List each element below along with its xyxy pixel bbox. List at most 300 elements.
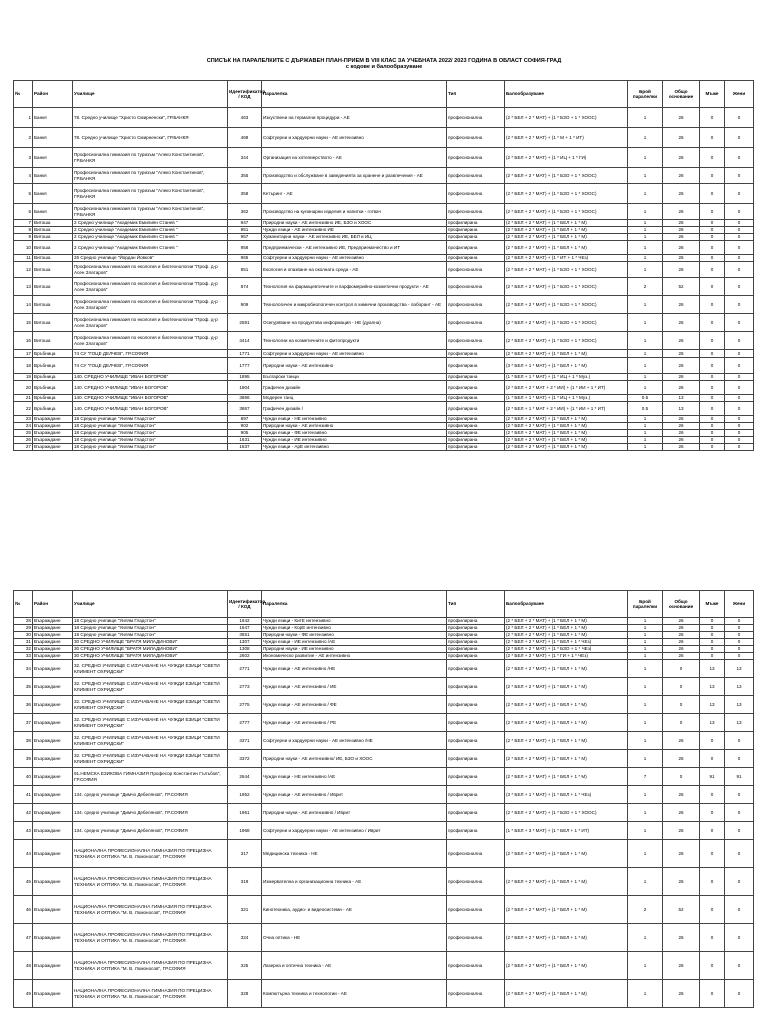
cell-female: 0 [725, 786, 754, 804]
cell-type: професионална [447, 332, 505, 350]
cell-type: професионална [447, 184, 505, 204]
cell-num: 36 [14, 696, 33, 714]
cell-classes: 0.5 [628, 402, 663, 416]
cell-profile: Чужди езици - ИЕ интензивно /АЕ [262, 639, 447, 646]
cell-code: 355 [228, 168, 262, 184]
cell-total: 26 [663, 868, 700, 896]
cell-profile: Лазерна и оптична техника - АЕ [262, 952, 447, 980]
cell-total: 26 [663, 358, 700, 374]
cell-code: 319 [228, 868, 262, 896]
cell-formula: (2 * БЕЛ + 2 * МАТ) + (1 * БЕЛ + 1 * М) [505, 241, 628, 255]
cell-profile: Чужди езици - КорЕ интензивно [262, 625, 447, 632]
cell-classes: 2 [628, 896, 663, 924]
cell-formula: (2 * БЕЛ + 2 * МАТ) + (1 * БЕЛ + 1 * М) [505, 416, 628, 423]
cell-num: 4 [14, 168, 33, 184]
cell-school: 18 Средно училище "Уилям Гладстон" [73, 416, 228, 423]
cell-formula: (2 * БЕЛ + 2 * МАТ) + (1 * БЕЛ + 1 * М) [505, 220, 628, 227]
cell-type: профилирана [447, 220, 505, 227]
table-row [14, 350, 754, 358]
table-row [14, 227, 754, 234]
cell-num: 39 [14, 750, 33, 768]
cell-classes: 2 [628, 278, 663, 296]
cell-female: 0 [725, 220, 754, 227]
cell-total: 26 [663, 980, 700, 1008]
cell-num: 49 [14, 980, 33, 1008]
cell-district: Възраждане [33, 952, 73, 980]
cell-formula: (2 * БЕЛ + 2 * МАТ) + (1 * БЕЛ + 1 * М) [505, 444, 628, 451]
cell-num: 43 [14, 822, 33, 840]
cell-profile: Софтуерни и хардуерни науки - АЕ интензивно [262, 350, 447, 358]
header-total: Общо основание [663, 81, 700, 108]
cell-total: 26 [663, 750, 700, 768]
cell-female: 0 [725, 402, 754, 416]
cell-district: Витоша [33, 314, 73, 332]
header-type: Тип [447, 591, 505, 618]
cell-code: 851 [228, 262, 262, 278]
cell-profile: Хуманитарни науки - АЕ интензивно ИЕ, БЕЛ и ИЦ [262, 234, 447, 241]
cell-profile: Природни науки - АЕ интензивно ИЕ, БЗО и ХООС [262, 220, 447, 227]
cell-formula: (2 * БЕЛ + 2 * МАТ + 2 * ИИ) + (1 * ИИ + 1 * ИТ) [505, 381, 628, 395]
cell-formula: (2 * БЕЛ + 2 * МАТ) + (1 * БЕЛ + 1 * М) [505, 952, 628, 980]
cell-male: 0 [700, 924, 725, 952]
cell-total: 26 [663, 262, 700, 278]
cell-school: Професионална гимназия по туризъм "Алеко Константинов", ГР.БАНКЯ [73, 148, 228, 168]
cell-female: 0 [725, 296, 754, 314]
cell-district: Възраждане [33, 632, 73, 639]
table-row [14, 402, 754, 416]
cell-district: Възраждане [33, 804, 73, 822]
cell-profile: Производство на кулинарни изделия и напитки - готвач [262, 204, 447, 220]
cell-classes: 1 [628, 430, 663, 437]
cell-male: 0 [700, 350, 725, 358]
cell-school: 18 Средно училище "Уилям Гладстон" [73, 625, 228, 632]
cell-classes: 1 [628, 660, 663, 678]
cell-type: профилирана [447, 804, 505, 822]
cell-total: 26 [663, 924, 700, 952]
cell-school: 2 Средно училище "Академик Емилиян Станев " [73, 234, 228, 241]
table-row [14, 220, 754, 227]
cell-classes: 1 [628, 444, 663, 451]
cell-classes: 1 [628, 732, 663, 750]
cell-type: профилирана [447, 350, 505, 358]
cell-num: 48 [14, 952, 33, 980]
cell-type: професионална [447, 168, 505, 184]
cell-school: 30 СРЕДНО УЧИЛИЩЕ "БРАТЯ МИЛАДИНОВИ" [73, 653, 228, 660]
cell-female: 0 [725, 632, 754, 639]
cell-num: 21 [14, 395, 33, 402]
cell-classes: 1 [628, 625, 663, 632]
cell-code: 321 [228, 896, 262, 924]
cell-total: 26 [663, 840, 700, 868]
header-num: № [14, 81, 33, 108]
cell-male: 0 [700, 786, 725, 804]
cell-code: 358 [228, 184, 262, 204]
cell-type: професионална [447, 896, 505, 924]
cell-female: 0 [725, 332, 754, 350]
cell-num: 37 [14, 714, 33, 732]
cell-type: профилирана [447, 646, 505, 653]
table-row [14, 732, 754, 750]
cell-total: 26 [663, 128, 700, 148]
cell-code: 325 [228, 952, 262, 980]
table-row [14, 653, 754, 660]
cell-male: 0 [700, 804, 725, 822]
table-row [14, 750, 754, 768]
cell-formula: (2 * БЕЛ + 2 * МАТ) + (1 * БЕЛ + 1 * М) [505, 868, 628, 896]
cell-male: 13 [700, 660, 725, 678]
cell-school: 32. СРЕДНО УЧИЛИЩЕ С ИЗУЧАВАНЕ НА ЧУЖДИ ЕЗИЦИ "СВЕТИ КЛИМЕНТ ОХРИДСКИ" [73, 732, 228, 750]
cell-type: профилирана [447, 696, 505, 714]
table-row [14, 128, 754, 148]
cell-male: 0 [700, 241, 725, 255]
cell-profile: Чужди езици - ФЕ интензивно [262, 430, 447, 437]
cell-formula: (2 * БЕЛ + 2 * МАТ) + (1 * БЕЛ + 1 * М) [505, 768, 628, 786]
cell-male: 0 [700, 896, 725, 924]
cell-school: 74 СУ "ГОЦЕ ДЕЛЧЕВ", ГР.СОФИЯ [73, 358, 228, 374]
cell-male: 0 [700, 234, 725, 241]
cell-code: 947 [228, 220, 262, 227]
cell-num: 22 [14, 402, 33, 416]
cell-male: 0 [700, 358, 725, 374]
cell-female: 13 [725, 660, 754, 678]
cell-total: 0 [663, 696, 700, 714]
cell-female: 0 [725, 639, 754, 646]
cell-type: професионална [447, 204, 505, 220]
table-row [14, 255, 754, 262]
cell-total: 26 [663, 646, 700, 653]
cell-total: 26 [663, 423, 700, 430]
cell-code: 1631 [228, 437, 262, 444]
cell-type: професионална [447, 262, 505, 278]
cell-district: Витоша [33, 262, 73, 278]
table-row [14, 358, 754, 374]
cell-formula: (1 * БЕЛ + 3 * МАТ) + (1 * БЕЛ + 1 * ИТ) [505, 822, 628, 840]
cell-formula: (2 * БЕЛ + 2 * МАТ) + (1 * БЕЛ + 1 * М) [505, 896, 628, 924]
cell-male: 0 [700, 374, 725, 381]
table-row [14, 804, 754, 822]
cell-district: Витоша [33, 220, 73, 227]
cell-num: 9 [14, 234, 33, 241]
cell-school: Професионална гимназия по екология и биотехнологии "Проф. д-р Асен Златаров" [73, 278, 228, 296]
cell-female: 0 [725, 350, 754, 358]
header-school: Училище [73, 591, 228, 618]
cell-male: 0 [700, 416, 725, 423]
cell-profile: Графичен дизайн [262, 381, 447, 395]
cell-profile: Чужди езици - АЕ интензивно / ФЕ [262, 696, 447, 714]
cell-female: 0 [725, 168, 754, 184]
cell-male: 0 [700, 653, 725, 660]
cell-profile: Природни науки - АЕ интензивно [262, 358, 447, 374]
header-formula: Балообразуване [505, 81, 628, 108]
cell-num: 23 [14, 416, 33, 423]
cell-formula: (2 * БЕЛ + 2 * МАТ) + (1 * БЗО + 1 * ХООС) [505, 278, 628, 296]
table-row [14, 980, 754, 1008]
cell-profile: Чужди езици - АЕ интензивно ИЕ [262, 227, 447, 234]
cell-type: профилирана [447, 381, 505, 395]
cell-total: 26 [663, 653, 700, 660]
cell-formula: (2 * БЕЛ + 2 * МАТ) + (1 * БЗО + 1 * ХООС) [505, 296, 628, 314]
cell-profile: Очна оптика - НЕ [262, 924, 447, 952]
cell-female: 0 [725, 128, 754, 148]
cell-code: 1904 [228, 381, 262, 395]
cell-classes: 1 [628, 632, 663, 639]
cell-code: 3414 [228, 332, 262, 350]
cell-type: профилирана [447, 625, 505, 632]
cell-school: 140. СРЕДНО УЧИЛИЩЕ "ИВАН БОГОРОВ" [73, 395, 228, 402]
cell-formula: (2 * БЕЛ + 2 * МАТ) + (1 * БЕЛ + 1 * М) [505, 625, 628, 632]
cell-formula: (2 * БЕЛ + 2 * МАТ) + (1 * БЗО + 1 * ХООС) [505, 168, 628, 184]
cell-classes: 1 [628, 350, 663, 358]
cell-total: 26 [663, 148, 700, 168]
cell-male: 0 [700, 168, 725, 184]
cell-district: Връбница [33, 402, 73, 416]
cell-classes: 1 [628, 168, 663, 184]
cell-female: 0 [725, 262, 754, 278]
cell-female: 0 [725, 430, 754, 437]
cell-male: 0 [700, 632, 725, 639]
cell-num: 19 [14, 374, 33, 381]
cell-total: 26 [663, 437, 700, 444]
cell-female: 0 [725, 395, 754, 402]
cell-total: 26 [663, 416, 700, 423]
cell-formula: (1 * БЕЛ + 1 * МАТ) + (1 * ИЦ + 1 * Муз.) [505, 374, 628, 381]
cell-type: професионална [447, 980, 505, 1008]
cell-code: 909 [228, 296, 262, 314]
cell-num: 44 [14, 840, 33, 868]
cell-code: 3867 [228, 402, 262, 416]
cell-num: 31 [14, 639, 33, 646]
cell-num: 7 [14, 220, 33, 227]
cell-district: Възраждане [33, 868, 73, 896]
cell-school: НАЦИОНАЛНА ПРОФЕСИОНАЛНА ГИМНАЗИЯ ПО ПРЕЦИЗНА ТЕХНИКА И ОПТИКА "М. В. Ломоносов", ГР.СОФИЯ [73, 980, 228, 1008]
cell-classes: 1 [628, 840, 663, 868]
cell-formula: (2 * БЕЛ + 2 * МАТ) + (1 * БЗО + 1 * ХООС) [505, 262, 628, 278]
cell-school: 2 Средно училище "Академик Емилиян Станев " [73, 220, 228, 227]
cell-school: НАЦИОНАЛНА ПРОФЕСИОНАЛНА ГИМНАЗИЯ ПО ПРЕЦИЗНА ТЕХНИКА И ОПТИКА "М. В. Ломоносов", ГР.СОФИЯ [73, 840, 228, 868]
cell-type: профилирана [447, 241, 505, 255]
table-row [14, 278, 754, 296]
cell-school: 78. Средно училище "Христо Смирненски", ГР.БАНКЯ [73, 108, 228, 128]
cell-male: 0 [700, 444, 725, 451]
cell-school: 134. средно училище "Димчо Дебелянов", ГР.СОФИЯ [73, 786, 228, 804]
cell-total: 26 [663, 444, 700, 451]
cell-type: профилирана [447, 255, 505, 262]
cell-num: 3 [14, 148, 33, 168]
cell-total: 26 [663, 314, 700, 332]
cell-profile: Природни науки - АЕ интензивно / Иврит [262, 804, 447, 822]
cell-code: 957 [228, 234, 262, 241]
cell-profile: Графичен дизайн / [262, 402, 447, 416]
cell-female: 0 [725, 924, 754, 952]
cell-type: профилирана [447, 632, 505, 639]
cell-formula: (2 * БЕЛ + 2 * МАТ) + (1 * БЗО + 1 * ЧЕз) [505, 646, 628, 653]
cell-district: Връбница [33, 381, 73, 395]
cell-school: 32. СРЕДНО УЧИЛИЩЕ С ИЗУЧАВАНЕ НА ЧУЖДИ ЕЗИЦИ "СВЕТИ КЛИМЕНТ ОХРИДСКИ" [73, 750, 228, 768]
cell-school: НАЦИОНАЛНА ПРОФЕСИОНАЛНА ГИМНАЗИЯ ПО ПРЕЦИЗНА ТЕХНИКА И ОПТИКА "М. В. Ломоносов", ГР.СОФИЯ [73, 924, 228, 952]
cell-total: 26 [663, 374, 700, 381]
cell-formula: (2 * БЕЛ + 2 * МАТ) + (1 * БЕЛ + 1 * М) [505, 732, 628, 750]
cell-female: 0 [725, 437, 754, 444]
cell-num: 25 [14, 430, 33, 437]
cell-profile: Измервателна и организационна техника - АЕ [262, 868, 447, 896]
cell-school: Професионална гимназия по туризъм "Алеко Константинов", ГР.БАНКЯ [73, 184, 228, 204]
cell-district: Витоша [33, 255, 73, 262]
cell-total: 26 [663, 168, 700, 184]
cell-total: 0 [663, 660, 700, 678]
cell-num: 45 [14, 868, 33, 896]
cell-type: професионална [447, 108, 505, 128]
table-row [14, 437, 754, 444]
cell-classes: 1 [628, 220, 663, 227]
cell-male: 0 [700, 822, 725, 840]
cell-school: 18 Средно училище "Уилям Гладстон" [73, 430, 228, 437]
header-total: Общо основание [663, 591, 700, 618]
cell-classes: 1 [628, 296, 663, 314]
cell-code: 3371 [228, 732, 262, 750]
cell-total: 26 [663, 822, 700, 840]
cell-code: 344 [228, 148, 262, 168]
cell-female: 91 [725, 768, 754, 786]
cell-female: 0 [725, 804, 754, 822]
cell-formula: (2 * БЕЛ + 2 * МАТ) + (1 * БЗО + 1 * ХООС) [505, 184, 628, 204]
cell-male: 13 [700, 714, 725, 732]
cell-total: 0 [663, 678, 700, 696]
table-row [14, 678, 754, 696]
cell-classes: 1 [628, 924, 663, 952]
cell-type: профилирана [447, 660, 505, 678]
cell-school: 74 СУ "ГОЦЕ ДЕЛЧЕВ", ГР.СОФИЯ [73, 350, 228, 358]
cell-code: 897 [228, 416, 262, 423]
cell-formula: (2 * БЕЛ + 2 * МАТ) + (1 * БЗО + 1 * ХООС) [505, 332, 628, 350]
cell-type: профилирана [447, 402, 505, 416]
cell-classes: 1 [628, 148, 663, 168]
cell-classes: 1 [628, 381, 663, 395]
cell-classes: 1 [628, 714, 663, 732]
cell-num: 11 [14, 255, 33, 262]
cell-num: 15 [14, 314, 33, 332]
cell-school: 18 Средно училище "Уилям Гладстон" [73, 444, 228, 451]
cell-total: 26 [663, 204, 700, 220]
cell-district: Възраждане [33, 786, 73, 804]
cell-school: 140. СРЕДНО УЧИЛИЩЕ "ИВАН БОГОРОВ" [73, 402, 228, 416]
cell-num: 34 [14, 660, 33, 678]
table-row [14, 868, 754, 896]
table-row [14, 332, 754, 350]
cell-code: 1771 [228, 350, 262, 358]
cell-district: Възраждане [33, 768, 73, 786]
cell-classes: 1 [628, 618, 663, 625]
cell-district: Витоша [33, 332, 73, 350]
cell-formula: (2 * БЕЛ + 2 * МАТ) + (1 * БЕЛ + 1 * М) [505, 714, 628, 732]
cell-type: професионална [447, 924, 505, 952]
cell-total: 26 [663, 632, 700, 639]
table-row [14, 108, 754, 128]
table-row [14, 952, 754, 980]
cell-type: профилирана [447, 786, 505, 804]
cell-num: 47 [14, 924, 33, 952]
cell-female: 0 [725, 241, 754, 255]
cell-formula: (2 * БЕЛ + 2 * МАТ) + (1 * ГИ + 1 * ЧЕз) [505, 653, 628, 660]
cell-profile: Природни науки - АЕ интензивно/ ИЕ, БЗО и ХООС [262, 750, 447, 768]
cell-male: 0 [700, 314, 725, 332]
cell-male: 0 [700, 646, 725, 653]
cell-profile: Чужди езици - АЕ интензивно / Иврит [262, 786, 447, 804]
cell-school: 32. СРЕДНО УЧИЛИЩЕ С ИЗУЧАВАНЕ НА ЧУЖДИ ЕЗИЦИ "СВЕТИ КЛИМЕНТ ОХРИДСКИ" [73, 696, 228, 714]
cell-male: 0 [700, 437, 725, 444]
cell-type: профилирана [447, 714, 505, 732]
cell-female: 0 [725, 184, 754, 204]
cell-female: 0 [725, 868, 754, 896]
cell-district: Връбница [33, 395, 73, 402]
cell-district: Възраждане [33, 423, 73, 430]
cell-school: 32. СРЕДНО УЧИЛИЩЕ С ИЗУЧАВАНЕ НА ЧУЖДИ ЕЗИЦИ "СВЕТИ КЛИМЕНТ ОХРИДСКИ" [73, 714, 228, 732]
cell-total: 26 [663, 381, 700, 395]
table-row [14, 296, 754, 314]
cell-female: 0 [725, 314, 754, 332]
cell-code: 1307 [228, 639, 262, 646]
cell-profile: Производство и обслужване в заведенията за хранене и развлечения - АЕ [262, 168, 447, 184]
cell-school: НАЦИОНАЛНА ПРОФЕСИОНАЛНА ГИМНАЗИЯ ПО ПРЕЦИЗНА ТЕХНИКА И ОПТИКА "М. В. Ломоносов", ГР.СОФИЯ [73, 952, 228, 980]
cell-school: 18 Средно училище "Уилям Гладстон" [73, 618, 228, 625]
cell-profile: Чужди езици - АЕ интензивно / РЕ [262, 714, 447, 732]
header-district: Район [33, 81, 73, 108]
cell-male: 0 [700, 840, 725, 868]
cell-formula: (2 * БЕЛ + 2 * МАТ) + (1 * БЗО + 1 * ХООС) [505, 108, 628, 128]
cell-male: 0 [700, 868, 725, 896]
cell-num: 38 [14, 732, 33, 750]
cell-male: 0 [700, 184, 725, 204]
cell-male: 0 [700, 381, 725, 395]
cell-total: 13 [663, 395, 700, 402]
cell-school: 134. средно училище "Димчо Дебелянов", ГР.СОФИЯ [73, 804, 228, 822]
cell-district: Витоша [33, 278, 73, 296]
cell-type: профилирана [447, 639, 505, 646]
cell-male: 0 [700, 262, 725, 278]
cell-type: професионална [447, 840, 505, 868]
cell-type: профилирана [447, 227, 505, 234]
cell-code: 468 [228, 128, 262, 148]
table-row [14, 314, 754, 332]
cell-district: Възраждане [33, 437, 73, 444]
cell-num: 14 [14, 296, 33, 314]
cell-female: 0 [725, 653, 754, 660]
cell-num: 27 [14, 444, 33, 451]
cell-male: 0 [700, 430, 725, 437]
cell-district: Възраждане [33, 896, 73, 924]
cell-male: 0 [700, 625, 725, 632]
cell-code: 1308 [228, 646, 262, 653]
cell-total: 52 [663, 896, 700, 924]
cell-num: 32 [14, 646, 33, 653]
cell-profile: Природни науки - ФЕ интензивно [262, 632, 447, 639]
cell-school: Професионална гимназия по екология и биотехнологии "Проф. д-р Асен Златаров" [73, 332, 228, 350]
cell-code: 1777 [228, 358, 262, 374]
cell-school: Професионална гимназия по екология и биотехнологии "Проф. д-р Асен Златаров" [73, 296, 228, 314]
cell-num: 41 [14, 786, 33, 804]
table-row [14, 234, 754, 241]
table-row [14, 430, 754, 437]
cell-profile: Природни науки - АЕ интензивно [262, 423, 447, 430]
cell-type: профилирана [447, 444, 505, 451]
cell-type: професионална [447, 148, 505, 168]
cell-num: 42 [14, 804, 33, 822]
table-row [14, 632, 754, 639]
cell-type: профилирана [447, 423, 505, 430]
cell-num: 12 [14, 262, 33, 278]
cell-code: 317 [228, 840, 262, 868]
cell-district: Витоша [33, 227, 73, 234]
cell-school: 2 Средно училище "Академик Емилиян Станев " [73, 241, 228, 255]
